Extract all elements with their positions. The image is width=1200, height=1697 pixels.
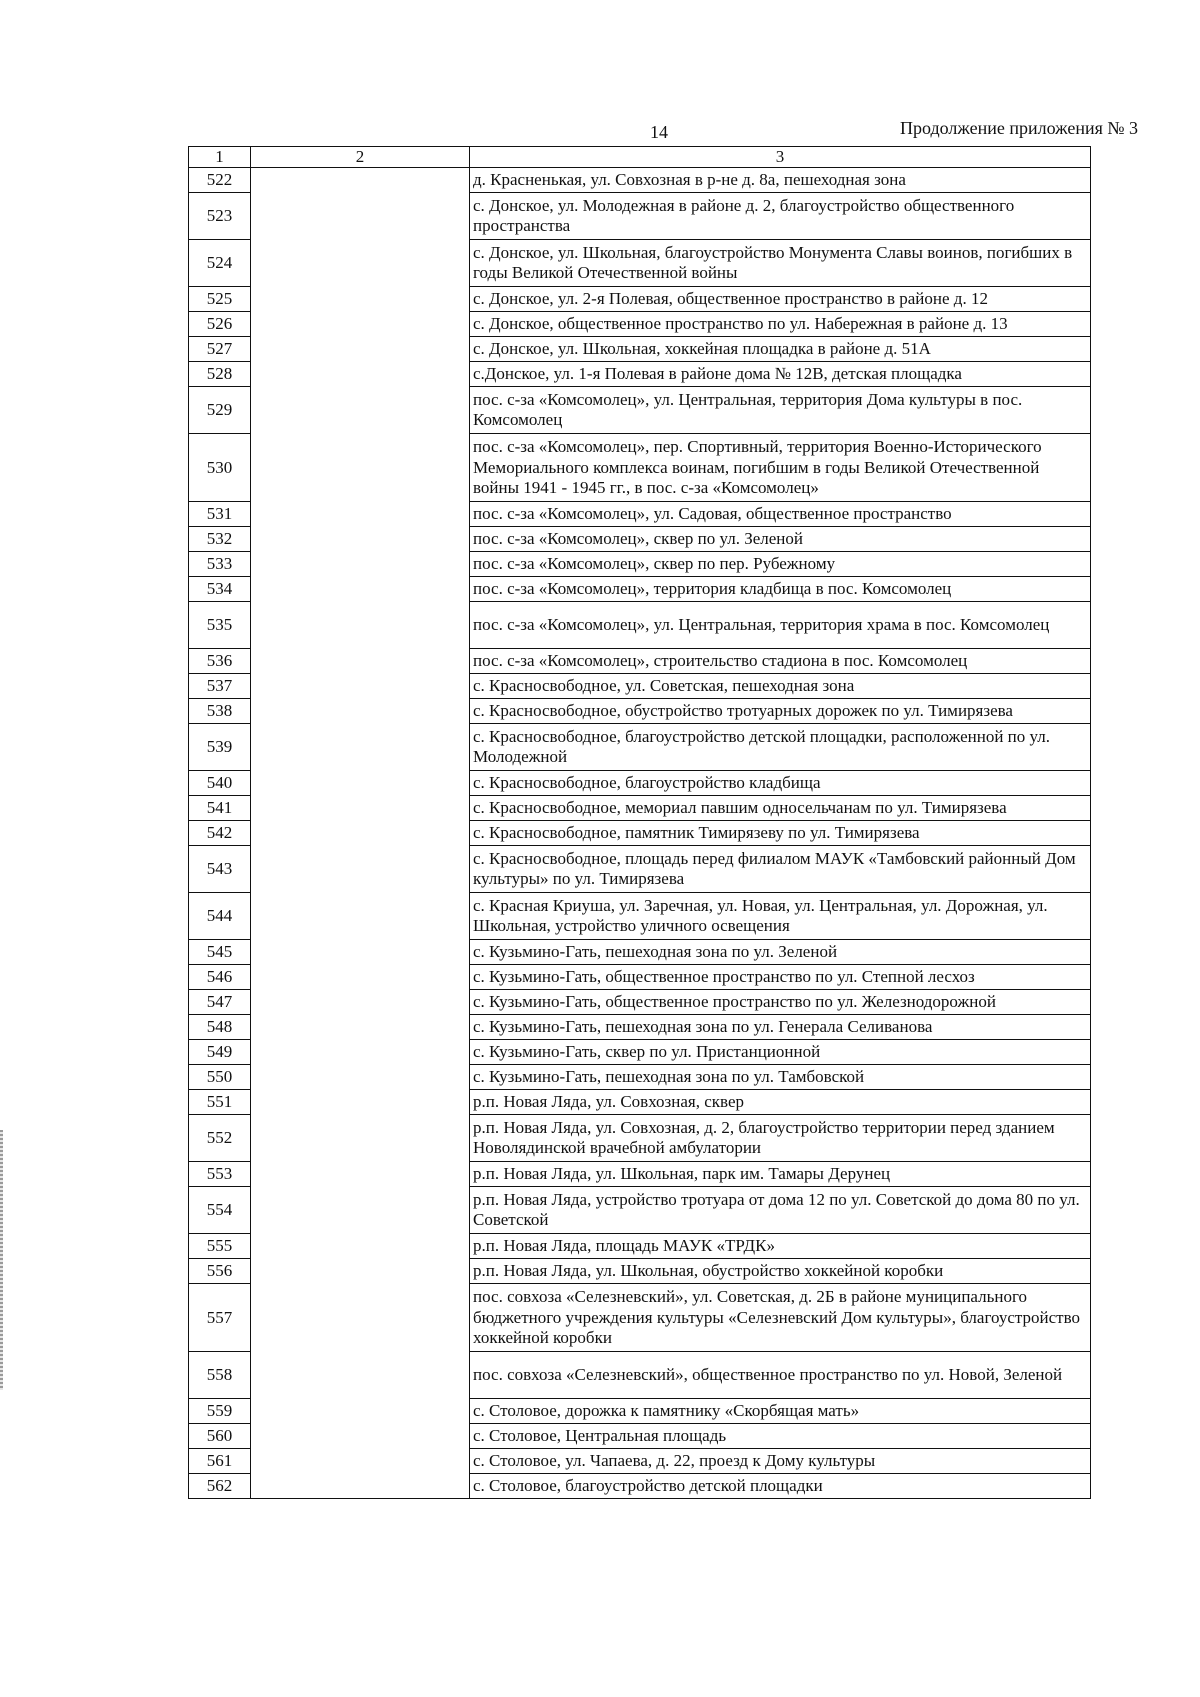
- row-number: 525: [189, 287, 251, 312]
- row-description: с. Столовое, благоустройство детской площадки: [470, 1474, 1091, 1499]
- table-row: [189, 965, 1091, 990]
- empty-cell: [251, 990, 470, 1015]
- row-number: 547: [189, 990, 251, 1015]
- row-description: с. Донское, ул. Школьная, хоккейная площадка в районе д. 51А: [470, 337, 1091, 362]
- table-row: [189, 699, 1091, 724]
- empty-cell: [251, 193, 470, 240]
- table-header-row: [189, 147, 1091, 168]
- row-number: 553: [189, 1162, 251, 1187]
- empty-cell: [251, 1424, 470, 1449]
- row-number: 534: [189, 577, 251, 602]
- empty-cell: [251, 965, 470, 990]
- row-description: с. Кузьмино-Гать, общественное пространство по ул. Степной лесхоз: [470, 965, 1091, 990]
- row-description: р.п. Новая Ляда, площадь МАУК «ТРДК»: [470, 1234, 1091, 1259]
- table-row: [189, 940, 1091, 965]
- row-number: 544: [189, 893, 251, 940]
- table-row: [189, 287, 1091, 312]
- row-description: с. Кузьмино-Гать, общественное пространство по ул. Железнодорожной: [470, 990, 1091, 1015]
- row-description: с.Донское, ул. 1-я Полевая в районе дома № 12В, детская площадка: [470, 362, 1091, 387]
- row-number: 545: [189, 940, 251, 965]
- table-row: [189, 240, 1091, 287]
- row-description: с. Кузьмино-Гать, пешеходная зона по ул. Тамбовской: [470, 1065, 1091, 1090]
- row-number: 542: [189, 821, 251, 846]
- page-number: 14: [650, 122, 668, 142]
- table-row: [189, 821, 1091, 846]
- empty-cell: [251, 287, 470, 312]
- table-row: [189, 1234, 1091, 1259]
- row-number: 524: [189, 240, 251, 287]
- table-row: [189, 649, 1091, 674]
- row-description: с. Кузьмино-Гать, пешеходная зона по ул. Зеленой: [470, 940, 1091, 965]
- row-number: 546: [189, 965, 251, 990]
- table-row: [189, 1040, 1091, 1065]
- table-row: [189, 1352, 1091, 1399]
- row-description: с. Донское, ул. 2-я Полевая, общественное пространство в районе д. 12: [470, 287, 1091, 312]
- empty-cell: [251, 434, 470, 502]
- empty-cell: [251, 846, 470, 893]
- row-description: с. Красносвободное, памятник Тимирязеву по ул. Тимирязева: [470, 821, 1091, 846]
- row-description: р.п. Новая Ляда, устройство тротуара от дома 12 по ул. Советской до дома 80 по ул. Советской: [470, 1187, 1091, 1234]
- empty-cell: [251, 674, 470, 699]
- row-number: 532: [189, 527, 251, 552]
- empty-cell: [251, 1040, 470, 1065]
- row-description: с. Донское, ул. Школьная, благоустройство Монумента Славы воинов, погибших в годы Великой Отечественной войны: [470, 240, 1091, 287]
- table-row: [189, 1474, 1091, 1499]
- row-number: 523: [189, 193, 251, 240]
- empty-cell: [251, 387, 470, 434]
- row-description: с. Красная Криуша, ул. Заречная, ул. Новая, ул. Центральная, ул. Дорожная, ул. Школьная, устройство уличного освещения: [470, 893, 1091, 940]
- table-row: [189, 846, 1091, 893]
- table-row: [189, 362, 1091, 387]
- row-description: р.п. Новая Ляда, ул. Школьная, обустройство хоккейной коробки: [470, 1259, 1091, 1284]
- table-row: [189, 193, 1091, 240]
- table-row: [189, 337, 1091, 362]
- empty-cell: [251, 168, 470, 193]
- row-number: 556: [189, 1259, 251, 1284]
- table-row: [189, 1090, 1091, 1115]
- empty-cell: [251, 1284, 470, 1352]
- row-description: пос. с-за «Комсомолец», ул. Центральная, территория Дома культуры в пос. Комсомолец: [470, 387, 1091, 434]
- row-description: пос. с-за «Комсомолец», строительство стадиона в пос. Комсомолец: [470, 649, 1091, 674]
- empty-cell: [251, 1234, 470, 1259]
- row-description: пос. с-за «Комсомолец», ул. Центральная, территория храма в пос. Комсомолец: [470, 602, 1091, 649]
- row-number: 522: [189, 168, 251, 193]
- empty-cell: [251, 1090, 470, 1115]
- row-number: 529: [189, 387, 251, 434]
- row-description: с. Столовое, ул. Чапаева, д. 22, проезд к Дому культуры: [470, 1449, 1091, 1474]
- row-number: 548: [189, 1015, 251, 1040]
- empty-cell: [251, 1162, 470, 1187]
- table-row: [189, 602, 1091, 649]
- row-number: 554: [189, 1187, 251, 1234]
- empty-cell: [251, 940, 470, 965]
- empty-cell: [251, 602, 470, 649]
- row-description: д. Красненькая, ул. Совхозная в р-не д. 8а, пешеходная зона: [470, 168, 1091, 193]
- row-number: 543: [189, 846, 251, 893]
- table-row: [189, 990, 1091, 1015]
- row-number: 558: [189, 1352, 251, 1399]
- row-number: 531: [189, 502, 251, 527]
- table-row: [189, 1399, 1091, 1424]
- row-number: 533: [189, 552, 251, 577]
- row-description: с. Донское, общественное пространство по ул. Набережная в районе д. 13: [470, 312, 1091, 337]
- table-row: [189, 1015, 1091, 1040]
- empty-cell: [251, 1015, 470, 1040]
- empty-cell: [251, 1449, 470, 1474]
- empty-cell: [251, 240, 470, 287]
- empty-cell: [251, 1065, 470, 1090]
- row-number: 551: [189, 1090, 251, 1115]
- table-row: [189, 674, 1091, 699]
- table-row: [189, 1259, 1091, 1284]
- empty-cell: [251, 1259, 470, 1284]
- table-row: [189, 1424, 1091, 1449]
- empty-cell: [251, 337, 470, 362]
- row-description: пос. с-за «Комсомолец», ул. Садовая, общественное пространство: [470, 502, 1091, 527]
- row-number: 526: [189, 312, 251, 337]
- empty-cell: [251, 1352, 470, 1399]
- row-number: 537: [189, 674, 251, 699]
- table-row: [189, 796, 1091, 821]
- row-description: с. Красносвободное, мемориал павшим односельчанам по ул. Тимирязева: [470, 796, 1091, 821]
- row-number: 538: [189, 699, 251, 724]
- row-description: с. Столовое, дорожка к памятнику «Скорбящая мать»: [470, 1399, 1091, 1424]
- row-number: 562: [189, 1474, 251, 1499]
- empty-cell: [251, 577, 470, 602]
- empty-cell: [251, 724, 470, 771]
- row-description: с. Красносвободное, обустройство тротуарных дорожек по ул. Тимирязева: [470, 699, 1091, 724]
- table-row: [189, 168, 1091, 193]
- empty-cell: [251, 527, 470, 552]
- row-number: 536: [189, 649, 251, 674]
- empty-cell: [251, 1399, 470, 1424]
- row-description: с. Донское, ул. Молодежная в районе д. 2, благоустройство общественного пространства: [470, 193, 1091, 240]
- row-number: 527: [189, 337, 251, 362]
- table-row: [189, 724, 1091, 771]
- appendix-continuation-label: Продолжение приложения № 3: [900, 118, 1139, 138]
- appendix-table: [188, 146, 1091, 1499]
- table-row: [189, 434, 1091, 502]
- row-number: 541: [189, 796, 251, 821]
- row-number: 559: [189, 1399, 251, 1424]
- table-row: [189, 893, 1091, 940]
- row-number: 539: [189, 724, 251, 771]
- table-row: [189, 552, 1091, 577]
- empty-cell: [251, 771, 470, 796]
- empty-cell: [251, 1115, 470, 1162]
- row-number: 528: [189, 362, 251, 387]
- row-description: с. Красносвободное, ул. Советская, пешеходная зона: [470, 674, 1091, 699]
- empty-cell: [251, 649, 470, 674]
- row-description: пос. с-за «Комсомолец», пер. Спортивный, территория Военно-Исторического Мемориального комплекса воинам, погибшим в годы Великой Отечественной войны 1941 - 1945 гг., в пос. с-за «Комсомолец»: [470, 434, 1091, 502]
- table-body: [189, 168, 1091, 1499]
- column-header-2: 2: [251, 147, 470, 168]
- table-row: [189, 387, 1091, 434]
- empty-cell: [251, 1474, 470, 1499]
- table-row: [189, 1449, 1091, 1474]
- empty-cell: [251, 796, 470, 821]
- row-number: 549: [189, 1040, 251, 1065]
- table-row: [189, 1065, 1091, 1090]
- row-number: 561: [189, 1449, 251, 1474]
- table-row: [189, 1115, 1091, 1162]
- empty-cell: [251, 312, 470, 337]
- empty-cell: [251, 821, 470, 846]
- row-description: с. Красносвободное, площадь перед филиалом МАУК «Тамбовский районный Дом культуры» по ул. Тимирязева: [470, 846, 1091, 893]
- table-row: [189, 502, 1091, 527]
- row-description: с. Кузьмино-Гать, пешеходная зона по ул. Генерала Селиванова: [470, 1015, 1091, 1040]
- row-description: с. Кузьмино-Гать, сквер по ул. Пристанционной: [470, 1040, 1091, 1065]
- empty-cell: [251, 362, 470, 387]
- empty-cell: [251, 552, 470, 577]
- scan-edge-artifact: [0, 1130, 3, 1390]
- row-description: пос. с-за «Комсомолец», территория кладбища в пос. Комсомолец: [470, 577, 1091, 602]
- empty-cell: [251, 699, 470, 724]
- table-row: [189, 312, 1091, 337]
- table-row: [189, 1162, 1091, 1187]
- row-description: с. Красносвободное, благоустройство детской площадки, расположенной по ул. Молодежной: [470, 724, 1091, 771]
- row-description: с. Красносвободное, благоустройство кладбища: [470, 771, 1091, 796]
- row-description: с. Столовое, Центральная площадь: [470, 1424, 1091, 1449]
- row-description: пос. совхоза «Селезневский», общественное пространство по ул. Новой, Зеленой: [470, 1352, 1091, 1399]
- row-number: 550: [189, 1065, 251, 1090]
- table-row: [189, 577, 1091, 602]
- empty-cell: [251, 502, 470, 527]
- row-number: 540: [189, 771, 251, 796]
- row-number: 555: [189, 1234, 251, 1259]
- row-number: 560: [189, 1424, 251, 1449]
- column-header-3: 3: [470, 147, 1091, 168]
- row-description: пос. совхоза «Селезневский», ул. Советская, д. 2Б в районе муниципального бюджетного учреждения культуры «Селезневский Дом культуры», благоустройство хоккейной коробки: [470, 1284, 1091, 1352]
- row-number: 530: [189, 434, 251, 502]
- row-number: 557: [189, 1284, 251, 1352]
- row-number: 535: [189, 602, 251, 649]
- table-row: [189, 1284, 1091, 1352]
- row-description: р.п. Новая Ляда, ул. Совхозная, сквер: [470, 1090, 1091, 1115]
- empty-cell: [251, 1187, 470, 1234]
- row-description: р.п. Новая Ляда, ул. Совхозная, д. 2, благоустройство территории перед зданием Новолядинской врачебной амбулатории: [470, 1115, 1091, 1162]
- row-description: пос. с-за «Комсомолец», сквер по ул. Зеленой: [470, 527, 1091, 552]
- table-row: [189, 527, 1091, 552]
- row-description: пос. с-за «Комсомолец», сквер по пер. Рубежному: [470, 552, 1091, 577]
- empty-cell: [251, 893, 470, 940]
- row-description: р.п. Новая Ляда, ул. Школьная, парк им. Тамары Дерунец: [470, 1162, 1091, 1187]
- table-row: [189, 1187, 1091, 1234]
- table-row: [189, 771, 1091, 796]
- column-header-1: 1: [189, 147, 251, 168]
- row-number: 552: [189, 1115, 251, 1162]
